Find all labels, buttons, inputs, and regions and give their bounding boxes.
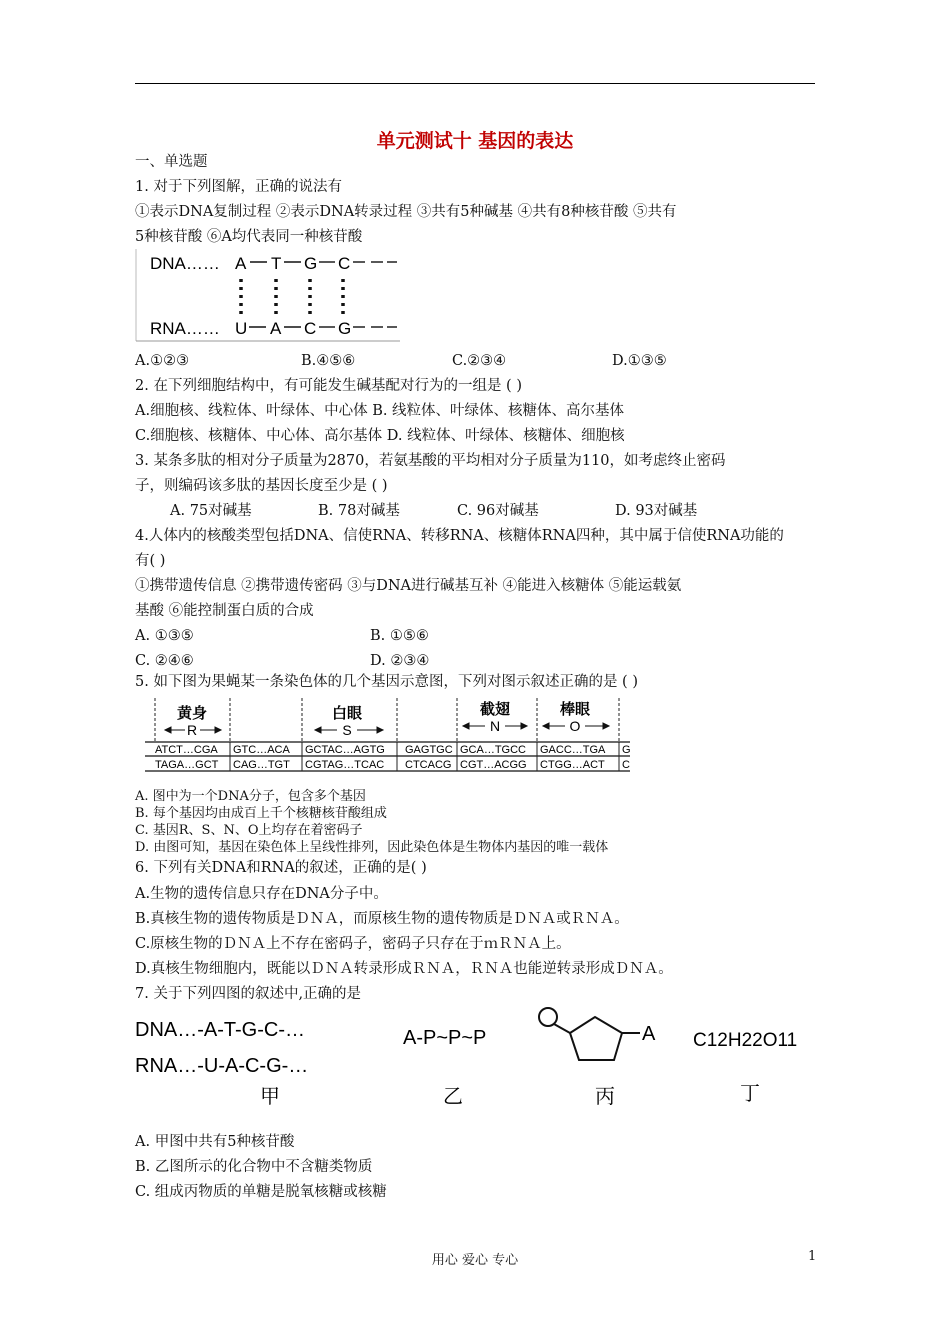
q5-gene-arrows (165, 723, 609, 733)
header-rule (135, 83, 815, 84)
q2-choices-ab: A.细胞核、线粒体、叶绿体、中心体 B. 线粒体、叶绿体、核糖体、高尔基体 (135, 403, 625, 419)
q6-choice-d: D.真核生物细胞内，既能以ＤＮＡ转录形成ＲＮＡ，ＲＮＡ也能逆转录形成ＤＮＡ。 (135, 961, 673, 977)
q5-gene-name: 白眼 (331, 705, 363, 722)
q7-jia-rna: RNA…-U-A-C-G-… (135, 1055, 309, 1077)
q4-choice-d: D. ②③④ (370, 653, 430, 669)
q4-choice-b: B. ①⑤⑥ (370, 628, 429, 644)
q7-stem: 7. 关于下列四图的叙述中,正确的是 (135, 986, 362, 1002)
q7-label-yi: 乙 (443, 1086, 463, 1108)
q1-options-line2: 5种核苷酸 ⑥A均代表同一种核苷酸 (135, 229, 363, 245)
q5-stem: 5. 如下图为果蝇某一条染色体的几个基因示意图，下列对图示叙述正确的是 ( ) (135, 674, 638, 690)
q7-jia-dna: DNA…-A-T-G-C-… (135, 1019, 305, 1041)
q5-bottom-seq: CGT…ACGG (460, 759, 527, 771)
q5-bottom-strand (155, 759, 630, 771)
q5-bottom-seq: CGTAG…TCAC (305, 759, 385, 771)
q1-hydrogen-bonds (241, 279, 343, 319)
q5-top-seq: GACC…TGA (540, 744, 606, 756)
q3-choice-a: A. 75对碱基 (170, 503, 252, 519)
q7-choice-b: B. 乙图所示的化合物中不含糖类物质 (135, 1159, 373, 1175)
q7-label-ding: 丁 (740, 1083, 760, 1105)
q1-choice-a: A.①②③ (135, 353, 190, 369)
q7-bing-nucleotide-icon (539, 1008, 640, 1060)
q6-stem: 6. 下列有关DNA和RNA的叙述，正确的是( ) (135, 860, 427, 876)
q5-top-seq: GCA…TGCC (460, 744, 526, 756)
q1-rna-base: U (235, 319, 248, 338)
q5-gene-symbol: N (489, 718, 501, 734)
q5-bottom-seq: TAGA…GCT (155, 759, 219, 771)
q1-dna-base: G (304, 254, 318, 273)
q1-stem: 1. 对于下列图解，正确的说法有 (135, 179, 342, 195)
q5-choice-a: A. 图中为一个DNA分子，包含多个基因 (135, 789, 366, 804)
q5-top-strand (155, 744, 631, 756)
q5-bottom-seq: CAG…TGT (233, 759, 290, 771)
q5-bottom-seq: CTCACG (405, 759, 452, 771)
q4-stem-line1: 4.人体内的核酸类型包括DNA、信使RNA、转移RNA、核糖体RNA四种，其中属于信使RNA功能的 (135, 528, 784, 544)
q7-bing-base: A (642, 1023, 656, 1045)
q1-dna-prefix: DNA…… (150, 254, 220, 273)
q1-rna-base: A (270, 319, 282, 338)
q4-choice-a: A. ①③⑤ (135, 628, 194, 644)
q1-dna-rna-figure (135, 249, 425, 344)
q6-choice-c: C.原核生物的ＤＮＡ上不存在密码子，密码子只存在于ｍＲＮＡ上。 (135, 936, 571, 952)
q3-stem-line1: 3. 某条多肽的相对分子质量为2870，若氨基酸的平均相对分子质量为110，如考虑终止密码 (135, 453, 726, 469)
q2-stem: 2. 在下列细胞结构中，有可能发生碱基配对行为的一组是 ( ) (135, 378, 522, 394)
q1-choice-d: D.①③⑤ (612, 353, 667, 369)
q3-choice-c: C. 96对碱基 (457, 503, 539, 519)
q7-yi-atp: A-P~P~P (403, 1027, 487, 1049)
q1-choice-c: C.②③④ (452, 353, 507, 369)
q7-ding-formula: C12H22O11 (693, 1030, 798, 1051)
q7-choice-c: C. 组成丙物质的单糖是脱氧核糖或核糖 (135, 1184, 387, 1200)
q5-top-seq: GTC…ACA (233, 744, 290, 756)
q1-choice-b: B.④⑤⑥ (301, 353, 356, 369)
q5-gene-name: 棒眼 (559, 701, 591, 718)
q2-choices-cd: C.细胞核、核糖体、中心体、高尔基体 D. 线粒体、叶绿体、核糖体、细胞核 (135, 428, 625, 444)
page-number: 1 (808, 1249, 817, 1264)
q5-choice-b: B. 每个基因均由成百上千个核糖核苷酸组成 (135, 806, 387, 821)
q1-options-line1: ①表示DNA复制过程 ②表示DNA转录过程 ③共有5种碱基 ④共有8种核苷酸 ⑤共有 (135, 204, 677, 220)
q4-options-line2: 基酸 ⑥能控制蛋白质的合成 (135, 603, 314, 619)
q5-gene-figure (135, 696, 640, 776)
q1-rna-bases (235, 319, 351, 338)
q4-stem-line2: 有( ) (135, 553, 166, 569)
q6-choice-a: A.生物的遗传信息只存在DNA分子中。 (135, 886, 388, 902)
q5-top-seq: G (622, 744, 631, 756)
q5-gene-name: 黄身 (176, 705, 208, 722)
q5-gene-name: 截翅 (479, 701, 511, 718)
q4-choice-c: C. ②④⑥ (135, 653, 194, 669)
q1-rna-base: G (338, 319, 352, 338)
page-footer: 用心 爱心 专心 (431, 1253, 519, 1268)
q1-dna-base: C (338, 254, 351, 273)
q3-choice-b: B. 78对碱基 (318, 503, 400, 519)
q7-label-bing: 丙 (595, 1086, 615, 1108)
q3-stem-line2: 子，则编码该多肽的基因长度至少是 ( ) (135, 478, 388, 494)
q5-bottom-seq: C (622, 759, 630, 771)
q5-gene-symbol: R (186, 722, 198, 738)
q1-dna-bases (235, 254, 350, 273)
q3-choice-d: D. 93对碱基 (615, 503, 698, 519)
q5-gene-symbol: O (569, 718, 581, 734)
page-title: 单元测试十 基因的表达 (376, 130, 574, 152)
q5-gene-boundaries (155, 698, 619, 742)
section-heading: 一、单选题 (135, 154, 208, 170)
q5-choice-c: C. 基因R、S、N、O上均存在着密码子 (135, 823, 363, 838)
q5-gene-symbol: S (342, 722, 352, 738)
q1-rna-base: C (304, 319, 317, 338)
q5-top-seq: ATCT…CGA (155, 744, 218, 756)
q1-dna-base: T (271, 254, 282, 273)
q5-top-seq: GAGTGC (405, 744, 453, 756)
q7-choice-a: A. 甲图中共有5种核苷酸 (135, 1134, 295, 1150)
q6-choice-b: B.真核生物的遗传物质是ＤＮＡ，而原核生物的遗传物质是ＤＮＡ或ＲＮＡ。 (135, 911, 629, 927)
q5-top-seq: GCTAC…AGTG (305, 744, 385, 756)
q7-label-jia: 甲 (260, 1086, 280, 1108)
q7-four-figures (130, 1000, 820, 1118)
q4-options-line1: ①携带遗传信息 ②携带遗传密码 ③与DNA进行碱基互补 ④能进入核糖体 ⑤能运载氨 (135, 578, 682, 594)
q5-bottom-seq: CTGG…ACT (540, 759, 605, 771)
q7-figure-labels (260, 1083, 760, 1108)
q5-choice-d: D. 由图可知，基因在染色体上呈线性排列，因此染色体是生物体内基因的唯一载体 (135, 840, 609, 855)
q1-dna-base: A (235, 254, 247, 273)
q1-rna-prefix: RNA…… (150, 319, 220, 338)
